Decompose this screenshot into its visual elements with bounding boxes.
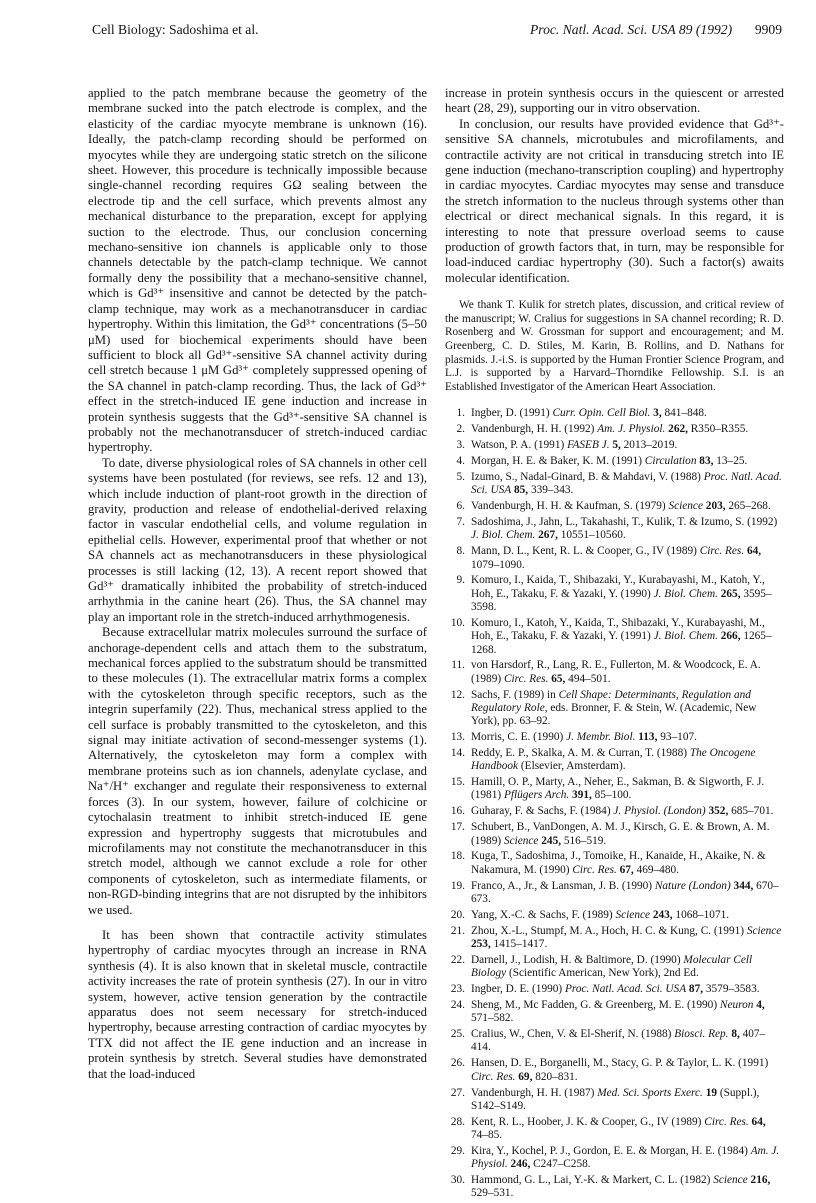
- reference-number: 17.: [450, 821, 465, 834]
- reference-pages: 265–268.: [725, 500, 771, 513]
- reference-pages: 2013–2019.: [620, 439, 678, 452]
- reference-journal: J. Biol. Chem.: [653, 630, 718, 643]
- reference-text: [471, 1116, 784, 1143]
- reference-text: [471, 776, 784, 803]
- reference-authors: Schubert, B., VanDongen, A. M. J., Kirsch, G. E. & Brown, A. M. (1989): [471, 821, 770, 847]
- reference-authors: Hansen, D. E., Borganelli, M., Stacy, G. P. & Taylor, L. K. (1991): [471, 1057, 769, 1070]
- reference-authors: Ingber, D. (1991): [471, 407, 553, 420]
- reference-number: 29.: [450, 1144, 465, 1157]
- reference-authors: Kent, R. L., Hoober, J. K. & Cooper, G., IV (1989): [471, 1115, 705, 1128]
- reference-number: 1.: [456, 407, 465, 420]
- reference-item: [445, 1028, 784, 1055]
- reference-authors: Zhou, X.-L., Stumpf, M. A., Hoch, H. C. & Kung, C. (1991): [471, 924, 747, 937]
- reference-pages: 820–831.: [532, 1070, 578, 1083]
- reference-item: [445, 850, 784, 877]
- reference-text: [471, 999, 784, 1026]
- reference-pages: 841–848.: [661, 407, 707, 420]
- reference-volume: 65,: [548, 672, 566, 685]
- reference-text: [471, 731, 784, 744]
- reference-item: [445, 731, 784, 744]
- reference-journal: Am. J. Physiol.: [471, 1144, 780, 1171]
- body-paragraph: increase in protein synthesis occurs in the quiescent or arrested heart (28, 29), supporting our in vitro observation.: [445, 86, 784, 116]
- reference-pages: 516–519.: [561, 834, 607, 847]
- body-paragraph: Because extracellular matrix molecules surround the surface of anchorage-dependent cells and attach them to the substratum, mechanical forces applied to the substratum should be transmitted to these molecules (1). The extracellular matrix forms a complex with the cytoskeleton through specific receptors, such as the integrin superfamily (22). Thus, mechanical stress applied to the cell surface is probably transmitted to the cytoskeleton, and this signal may initiate activation of second-messenger systems (1). Alternatively, the cytoskeleton may form a complex with membrane proteins such as ion channels, adenylate cyclase, and Na⁺/H⁺ exchanger and regulate their responsiveness to external forces (3). In our system, however, failure of colchicine or cytochalasin treatment to inhibit stretch-induced IE gene expression and hypertrophy suggests that microtubules and microfilaments may not constitute the mechanotransducer in this stretch model, although we cannot exclude a role for other components of cytoskeleton, such as intermediate filaments, or non-RGD-binding integrins that are not disrupted by the inhibitors we used.: [88, 625, 427, 917]
- reference-item: [445, 471, 784, 498]
- reference-number: 13.: [450, 731, 465, 744]
- reference-pages: 469–480.: [633, 863, 679, 876]
- reference-number: 28.: [450, 1115, 465, 1128]
- reference-journal: Science: [615, 908, 650, 921]
- reference-journal: Circ. Res.: [704, 1115, 749, 1128]
- reference-journal: Nature (London): [654, 879, 731, 892]
- reference-number: 30.: [450, 1174, 465, 1187]
- reference-volume: 113,: [635, 731, 658, 744]
- reference-volume: 267,: [535, 529, 558, 542]
- reference-authors: von Harsdorf, R., Lang, R. E., Fullerton, M. & Woodcock, E. A. (1989): [471, 659, 761, 685]
- reference-pages: 407–414.: [471, 1028, 766, 1054]
- reference-volume: 3,: [650, 407, 662, 420]
- reference-journal: Med. Sci. Sports Exerc.: [597, 1086, 703, 1099]
- reference-pages: 571–582.: [471, 1012, 514, 1025]
- reference-pages: 3579–3583.: [703, 983, 760, 996]
- reference-journal: Circ. Res.: [471, 1070, 516, 1083]
- reference-journal: Proc. Natl. Acad. Sci. USA: [471, 471, 782, 497]
- right-column: [445, 86, 784, 1203]
- reference-text: [471, 805, 784, 818]
- body-paragraph: To date, diverse physiological roles of SA channels in other cell systems have been postulated (for reviews, see refs. 12 and 13), which include induction of plant-root growth in the direction of gravity, production and release of endothelial-derived relaxing factor in vascular endothelial cells, and volume regulation in epithelial cells. However, experimental proof that whether or not SA channels act as mechanotransducers in these physiological processes is still lacking (12, 13). A recent report showed that Gd³⁺ dramatically inhibited the probability of stretch-induced arrhythmia in the canine heart (26). Thus, the SA channel may play an important role in the stretch-induced arrhythmogenesis.: [88, 455, 427, 624]
- page-header: [92, 22, 782, 42]
- reference-item: [445, 689, 784, 729]
- reference-text: [471, 1028, 784, 1055]
- reference-volume: 87,: [686, 983, 704, 996]
- reference-text: [471, 455, 784, 468]
- reference-authors: Sachs, F. (1989) in: [471, 688, 559, 701]
- reference-volume: 85,: [511, 484, 529, 497]
- reference-text: [471, 407, 784, 420]
- reference-number: 9.: [456, 574, 465, 587]
- reference-number: 2.: [456, 423, 465, 436]
- reference-number: 10.: [450, 616, 465, 629]
- reference-number: 26.: [450, 1057, 465, 1070]
- reference-journal: Proc. Natl. Acad. Sci. USA: [564, 983, 687, 996]
- reference-journal: Pflügers Arch.: [503, 789, 570, 802]
- reference-volume: 243,: [650, 908, 673, 921]
- reference-text: [471, 471, 784, 498]
- reference-pages: (Suppl.), S142–S149.: [471, 1086, 760, 1112]
- reference-text: [471, 1174, 784, 1201]
- reference-authors: Izumo, S., Nadal-Ginard, B. & Mahdavi, V. (1988): [471, 471, 704, 483]
- reference-item: [445, 909, 784, 922]
- reference-pages: 494–501.: [565, 672, 611, 685]
- reference-item: [445, 805, 784, 818]
- reference-text: [471, 574, 784, 614]
- reference-pages: 670–673.: [471, 879, 779, 905]
- reference-number: 11.: [451, 659, 465, 672]
- reference-text: [471, 850, 784, 877]
- reference-authors: Franco, A., Jr., & Lansman, J. B. (1990): [471, 879, 655, 892]
- reference-volume: 245,: [538, 834, 562, 847]
- reference-item: [445, 516, 784, 543]
- reference-journal: Science: [668, 500, 703, 513]
- reference-journal: Neuron: [719, 998, 754, 1011]
- reference-journal: Molecular Cell Biology: [471, 953, 753, 980]
- body-paragraph: It has been shown that contractile activity stimulates hypertrophy of cardiac myocytes through an increase in RNA synthesis (4). It is also known that in skeletal muscle, contractile activity increases the rate of protein synthesis (27). In our in vitro system, however, active tension generation by the contractile apparatus does not seem necessary for stretch-induced hypertrophy, because arresting contraction of cardiac myocytes by TTX did not affect the IE gene induction and an increase in protein synthesis by stretch. Several studies have demonstrated that the load-induced: [88, 927, 427, 1081]
- reference-pages: 339–343.: [528, 484, 574, 497]
- reference-number: 16.: [450, 805, 465, 818]
- reference-number: 23.: [450, 983, 465, 996]
- body-paragraph: In conclusion, our results have provided evidence that Gd³⁺-sensitive SA channels, microtubules and microfilaments, and contractile activity are not critical in transducing stretch into IE gene induction (mechano-transcription coupling) and hypertrophy in cardiac myocytes. Cardiac myocytes may sense and transduce the stretch information to the nucleus through systems other than electrical or direct mechanical signals. In this regard, it is interesting to note that pressure overload seems to cause production of growth factors that, in turn, may be responsible for load-induced cardiac hypertrophy (30). Such a factor(s) awaits molecular identification.: [445, 116, 784, 285]
- reference-item: [445, 500, 784, 513]
- reference-text: [471, 983, 784, 996]
- reference-authors: Morris, C. E. (1990): [471, 731, 567, 744]
- reference-pages: (Elsevier, Amsterdam).: [518, 760, 626, 773]
- reference-authors: Sheng, M., Mc Fadden, G. & Greenberg, M. E. (1990): [471, 998, 720, 1011]
- reference-authors: Darnell, J., Lodish, H. & Baltimore, D. (1990): [471, 953, 684, 966]
- reference-number: 6.: [456, 500, 465, 513]
- reference-text: [471, 747, 784, 774]
- reference-pages: 93–107.: [657, 731, 697, 744]
- reference-pages: 1415–1417.: [490, 938, 548, 950]
- reference-authors: Yang, X.-C. & Sachs, F. (1989): [471, 908, 616, 921]
- left-column: [88, 86, 427, 1082]
- page-number: 9909: [754, 22, 782, 37]
- reference-volume: 262,: [665, 423, 688, 436]
- reference-authors: Komuro, I., Kaida, T., Shibazaki, Y., Kurabayashi, M., Katoh, Y., Hoh, E., Takaku, F. & Yazaki, Y. (1990): [471, 574, 765, 600]
- reference-item: [445, 954, 784, 981]
- reference-journal: Circ. Res.: [572, 863, 617, 876]
- reference-pages: 85–100.: [591, 789, 632, 802]
- reference-volume: 344,: [730, 879, 754, 892]
- reference-volume: 64,: [744, 545, 762, 558]
- reference-authors: Hamill, O. P., Marty, A., Neher, E., Sakman, B. & Sigworth, F. J. (1981): [471, 776, 765, 802]
- reference-number: 12.: [450, 688, 465, 701]
- reference-item: [445, 659, 784, 686]
- reference-number: 19.: [450, 879, 465, 892]
- reference-text: [471, 545, 784, 572]
- reference-text: [471, 689, 784, 729]
- reference-volume: 83,: [696, 455, 714, 468]
- reference-pages: 3595–3598.: [471, 587, 772, 614]
- reference-text: [471, 909, 784, 922]
- reference-volume: 67,: [616, 863, 634, 876]
- reference-volume: 5,: [609, 439, 621, 452]
- running-head-journal: Proc. Natl. Acad. Sci. USA 89 (1992): [530, 22, 733, 37]
- reference-journal: Circ. Res.: [699, 545, 745, 558]
- reference-volume: 69,: [515, 1070, 533, 1083]
- reference-item: [445, 617, 784, 657]
- reference-volume: 265,: [717, 587, 741, 600]
- reference-authors: Morgan, H. E. & Baker, K. M. (1991): [471, 455, 645, 468]
- reference-pages: 10551–10560.: [557, 529, 626, 542]
- reference-volume: 216,: [747, 1174, 771, 1187]
- reference-authors: Vandenburgh, H. H. (1987): [471, 1086, 598, 1099]
- reference-item: [445, 925, 784, 952]
- reference-authors: Mann, D. L., Kent, R. L. & Cooper, G., IV (1989): [471, 545, 700, 558]
- reference-number: 21.: [450, 924, 465, 937]
- reference-pages: 1265–1268.: [471, 630, 772, 656]
- reference-volume: 4,: [753, 998, 765, 1011]
- reference-item: [445, 407, 784, 420]
- reference-number: 18.: [450, 850, 465, 863]
- reference-journal: J. Physiol. (London): [613, 805, 706, 818]
- reference-journal: Science: [503, 834, 539, 847]
- reference-pages: 685–701.: [728, 805, 774, 818]
- reference-journal: J. Biol. Chem.: [471, 529, 536, 542]
- reference-journal: Am. J. Physiol.: [597, 423, 666, 436]
- reference-pages: (Scientific American, New York), 2nd Ed.: [506, 967, 699, 980]
- reference-item: [445, 1174, 784, 1201]
- reference-item: [445, 1116, 784, 1143]
- reference-pages: 1079–1090.: [471, 558, 525, 571]
- reference-item: [445, 1057, 784, 1084]
- reference-pages: 1068–1071.: [672, 908, 730, 921]
- reference-item: [445, 821, 784, 848]
- reference-text: [471, 821, 784, 848]
- reference-item: [445, 776, 784, 803]
- body-paragraph: applied to the patch membrane because the geometry of the membrane sucked into the patch electrode is complex, and the elasticity of the cardiac myocyte membrane is unknown (16). Ideally, the patch-clamp recording should be performed on myocytes while they are undergoing static stretch on the silicone sheet. However, this procedure is technically impossible because single-channel recording requires GΩ sealing between the electrode tip and the cell surface, which prevents almost any mechanical disturbance to the preparation, except for applying suction to the electrode. Thus, our conclusion concerning mechano-sensitive ion channels is applicable only to those channels detectable by the patch-clamp technique. We cannot formally deny the possibility that a mechano-sensitive channel, which is Gd³⁺ insensitive and cannot be detected by the patch-clamp technique, may work as a mechanotransducer in cardiac hypertrophy. Within this limitation, the Gd³⁺ concentrations (5–50 μM) used for biochemical experiments should have been sufficient to block all Gd³⁺-sensitive SA channel activity during cell stretch because 1 μM Gd³⁺ completely suppressed opening of the SA channel in patch-clamp recording. Thus, the lack of Gd³⁺ effect in the stretch-induced IE gene induction and increase in protein synthesis suggests that the Gd³⁺-sensitive SA channel is probably not the mechanotransducer of stretch-induced cardiac hypertrophy.: [88, 86, 427, 455]
- reference-volume: 352,: [705, 805, 729, 818]
- reference-journal: Circulation: [644, 455, 697, 468]
- reference-item: [445, 1145, 784, 1172]
- reference-pages: 529–531.: [471, 1187, 514, 1200]
- reference-item: [445, 999, 784, 1026]
- reference-number: 27.: [450, 1086, 465, 1099]
- reference-authors: Vandenburgh, H. H. & Kaufman, S. (1979): [471, 500, 669, 513]
- reference-volume: 19: [702, 1086, 717, 1099]
- reference-journal: J. Biol. Chem.: [653, 587, 718, 600]
- reference-volume: 253,: [471, 938, 491, 950]
- reference-item: [445, 545, 784, 572]
- reference-text: [471, 1057, 784, 1084]
- reference-authors: Sadoshima, J., Jahn, L., Takahashi, T., Kulik, T. & Izumo, S. (1992): [471, 516, 778, 529]
- reference-number: 3.: [456, 439, 465, 452]
- reference-text: [471, 659, 784, 686]
- reference-number: 5.: [456, 471, 465, 483]
- reference-number: 15.: [450, 776, 465, 789]
- reference-number: 8.: [456, 545, 465, 558]
- reference-item: [445, 1087, 784, 1114]
- reference-journal: Circ. Res.: [503, 672, 549, 685]
- reference-authors: Komuro, I., Katoh, Y., Kaida, T., Shibazaki, Y., Kurabayashi, M., Hoh, E., Takaku, F. & Yazaki, Y. (1991): [471, 616, 765, 643]
- reference-text: [471, 423, 784, 436]
- reference-pages: R350–R355.: [687, 423, 749, 436]
- reference-authors: Reddy, E. P., Skalka, A. M. & Curran, T. (1988): [471, 746, 690, 759]
- reference-volume: 64,: [748, 1115, 766, 1128]
- reference-number: 25.: [450, 1028, 465, 1041]
- reference-text: [471, 1087, 784, 1114]
- reference-text: [471, 954, 784, 981]
- reference-volume: 8,: [728, 1028, 740, 1041]
- reference-journal: Biosci. Rep.: [674, 1028, 729, 1041]
- reference-journal: The Oncogene Handbook: [471, 746, 756, 773]
- reference-number: 22.: [450, 953, 465, 966]
- reference-item: [445, 747, 784, 774]
- reference-journal: FASEB J.: [567, 439, 610, 452]
- reference-text: [471, 880, 784, 907]
- reference-number: 4.: [456, 455, 465, 468]
- reference-pages: 13–25.: [713, 455, 748, 468]
- reference-item: [445, 455, 784, 468]
- reference-volume: 391,: [569, 789, 592, 802]
- reference-authors: Vandenburgh, H. H. (1992): [471, 423, 598, 436]
- reference-volume: 246,: [507, 1158, 531, 1171]
- reference-authors: Kuga, T., Sadoshima, J., Tomoike, H., Kanaide, H., Akaike, N. & Nakamura, M. (1990): [471, 850, 766, 876]
- reference-pages: C247–C258.: [530, 1158, 591, 1171]
- reference-authors: Hammond, G. L., Lai, Y.-K. & Markert, C. L. (1982): [471, 1174, 714, 1187]
- reference-text: [471, 925, 784, 952]
- reference-number: 7.: [456, 516, 465, 529]
- reference-text: [471, 439, 784, 452]
- reference-authors: Ingber, D. E. (1990): [471, 983, 565, 996]
- reference-authors: Kira, Y., Kochel, P. J., Gordon, E. E. & Morgan, H. E. (1984): [471, 1144, 751, 1157]
- reference-authors: Watson, P. A. (1991): [471, 439, 568, 452]
- reference-number: 14.: [450, 746, 465, 759]
- reference-text: [471, 516, 784, 543]
- reference-volume: 266,: [717, 630, 741, 643]
- reference-item: [445, 880, 784, 907]
- reference-item: [445, 574, 784, 614]
- reference-text: [471, 500, 784, 513]
- reference-pages: , eds. Bronner, F. & Stein, W. (Academic, New York), pp. 63–92.: [471, 701, 757, 728]
- acknowledgments: We thank T. Kulik for stretch plates, discussion, and critical review of the manuscript; W. Cralius for suggestions in SA channel recording; R. D. Rosenberg and W. Grossman for support and encouragement; and M. Greenberg, C. D. Stiles, M. Karin, B. Rollins, and D. Nathans for plasmids. J.-i.S. is supported by the Human Frontier Science Program, and L.J. is supported by a Harvard–Thorndike Fellowship. S.I. is an Established Investigator of the American Heart Association.: [445, 299, 784, 393]
- reference-authors: Cralius, W., Chen, V. & El-Sherif, N. (1988): [471, 1028, 675, 1041]
- reference-number: 24.: [450, 998, 465, 1011]
- reference-item: [445, 423, 784, 436]
- reference-journal: Science: [746, 924, 782, 937]
- reference-item: [445, 983, 784, 996]
- reference-volume: 203,: [702, 500, 726, 513]
- reference-text: [471, 617, 784, 657]
- reference-item: [445, 439, 784, 452]
- reference-number: 20.: [450, 908, 465, 921]
- reference-journal: Science: [713, 1174, 748, 1187]
- reference-text: [471, 1145, 784, 1172]
- reference-journal: Curr. Opin. Cell Biol.: [552, 407, 651, 420]
- reference-journal: J. Membr. Biol.: [566, 731, 636, 744]
- reference-authors: Guharay, F. & Sachs, F. (1984): [471, 805, 614, 818]
- running-head-section: Cell Biology: Sadoshima et al.: [92, 22, 259, 37]
- reference-pages: 74–85.: [471, 1129, 503, 1142]
- reference-journal: Cell Shape: Determinants, Regulation and Regulatory Role: [471, 688, 751, 714]
